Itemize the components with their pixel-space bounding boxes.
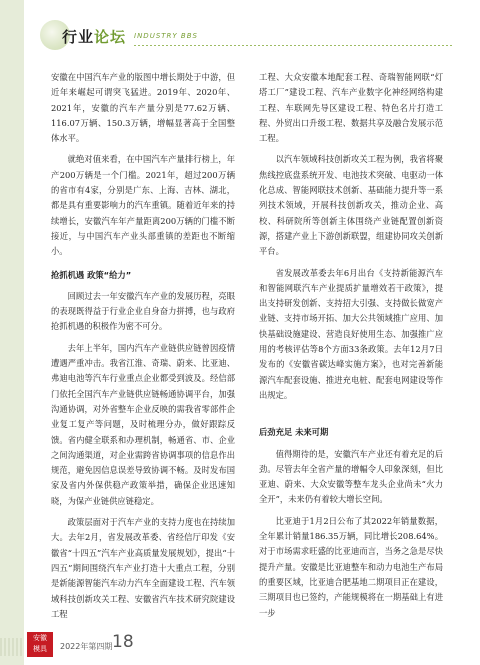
paragraph: 工程、大众安徽本地配套工程、奇瑞智能网联“灯塔工厂”建设工程、汽车产业数字化神经网络构建工程、车联网先导区建设工程、特色名片打造工程、外贸出口升级工程、数据共享及融合发展示范工程。 <box>259 72 443 144</box>
paragraph: 比亚迪于1月2日公布了其2022年销量数据，全年累计销量186.35万辆，同比增长208.64%。对于市场需求旺盛的比亚迪而言，当务之急是尽快提升产量。安徽是比亚迪整车和动力电池生产布局的重要区域，比亚迪合肥基地二期项目正在建设，三期项目也已签约，产能规模将在一期基础上有进一步 <box>259 515 443 618</box>
left-margin-band <box>0 0 24 665</box>
paragraph: 以汽车领域科技创新攻关工程为例，我省将聚焦线控底盘系统开发、电池技术突破、电驱动一体化总成、智能网联技术创新、基础能力提升等一系列技术领域，开展科技创新攻关，推动企业、高校、科研院所等创新主体围绕产业链配置创新资源，搭建产业上下游创新联盟，组建协同攻关创新平台。 <box>259 154 443 257</box>
section-heading: 抢抓机遇 政策“给力” <box>51 269 132 280</box>
magazine-badge <box>27 632 53 657</box>
right-text-column <box>259 70 443 627</box>
left-text-column <box>51 70 235 628</box>
paragraph: 回顾过去一年安徽汽车产业的发展历程，亮眼的表现既得益于行业企业自身奋力拼搏，也与政府抢抓机遇的积极作为密不可分。 <box>51 290 235 332</box>
paragraph: 值得期待的是，安徽汽车产业还有着充足的后劲。尽管去年全省产量的增幅令人印象深刻，但比亚迪、蔚来、大众安徽等整车龙头企业尚未“火力全开”，未来仍有着较大增长空间。 <box>259 448 443 505</box>
magazine-badge-line1: 安徽 <box>33 634 47 642</box>
paragraph: 安徽在中国汽车产业的版图中增长期处于中游，但近年来崛起可谓突飞猛进。2019年、2020年、2021年，安徽的汽车产量分别是77.62万辆、116.07万辆、150.3万辆，增幅显著高于全国整体水平。 <box>51 72 235 144</box>
section-subtitle: INDUSTRY BBS <box>134 32 198 40</box>
page-header <box>0 18 480 58</box>
paragraph: 政策层面对于汽车产业的支持力度也在持续加大。去年2月，省发展改革委、省经信厅印发《安徽省“十四五”汽车产业高质量发展规划》，提出“十四五”期间围绕汽车产业打造十大重点工程，分别是新能源智能汽车动力汽车全面建设工程、汽车领域科技创新攻关工程、安徽省汽车技术研究院建设工程 <box>51 517 235 619</box>
section-heading: 后劲充足 未来可期 <box>259 427 329 438</box>
paragraph: 就绝对值来看，在中国汽车产量排行榜上，年产200万辆是一个门槛。2021年，超过200万辆的省市有4家，分别是广东、上海、吉林、湖北，都是具有重要影响力的汽车重镇。随着近年来的持续增长，安徽汽车年产量距离200万辆的门槛不断接近，与中国汽车产业头部重镇的差距也不断缩小。 <box>51 154 235 257</box>
section-title-main: 行业 <box>62 28 95 46</box>
paragraph: 去年上半年，国内汽车产业链供应链曾因疫情遭遇严重冲击。我省江淮、奇瑞、蔚来、比亚迪、弗迪电池等汽车行业重点企业都受到波及。经信部门依托全国汽车产业链供应链畅通协调平台，加强沟通协调，对外省整车企业反映的需我省零部件企业复工复产等问题，及时梳理分办，做好跟踪反馈。省内健全联系和办理机制，畅通省、市、企业之间沟通渠道，对企业需跨省协调事项的信息作出规范，避免因信息误差导致协调不畅。及时发布国家及省内外保供稳产政策举措，确保企业迅速知晓，为保产业链供应链稳定。 <box>51 342 235 506</box>
section-title <box>62 26 126 47</box>
header-dotted-rule <box>134 45 454 46</box>
footer-stripes <box>0 638 24 656</box>
page-footer <box>0 632 480 662</box>
paragraph: 省发展改革委去年6月出台《支持新能源汽车和智能网联汽车产业提质扩量增效若干政策》，提出支持研发创新、支持招大引强、支持做长做宽产业链、支持市场开拓、加大公共领域推广应用、加快基础设施建设、营造良好使用生态、加强推广应用的考核评估等8个方面33条政策。去年12月7日发布的《安徽省碳达峰实施方案》，也对完善新能源汽车配套设施、推进充电桩、配套电网建设等作出规定。 <box>259 267 443 400</box>
page-number: 18 <box>112 632 134 652</box>
magazine-badge-line2: 模具 <box>33 645 47 653</box>
section-title-accent: 论坛 <box>94 28 127 46</box>
issue-label: 2022年第四期 <box>60 642 113 651</box>
